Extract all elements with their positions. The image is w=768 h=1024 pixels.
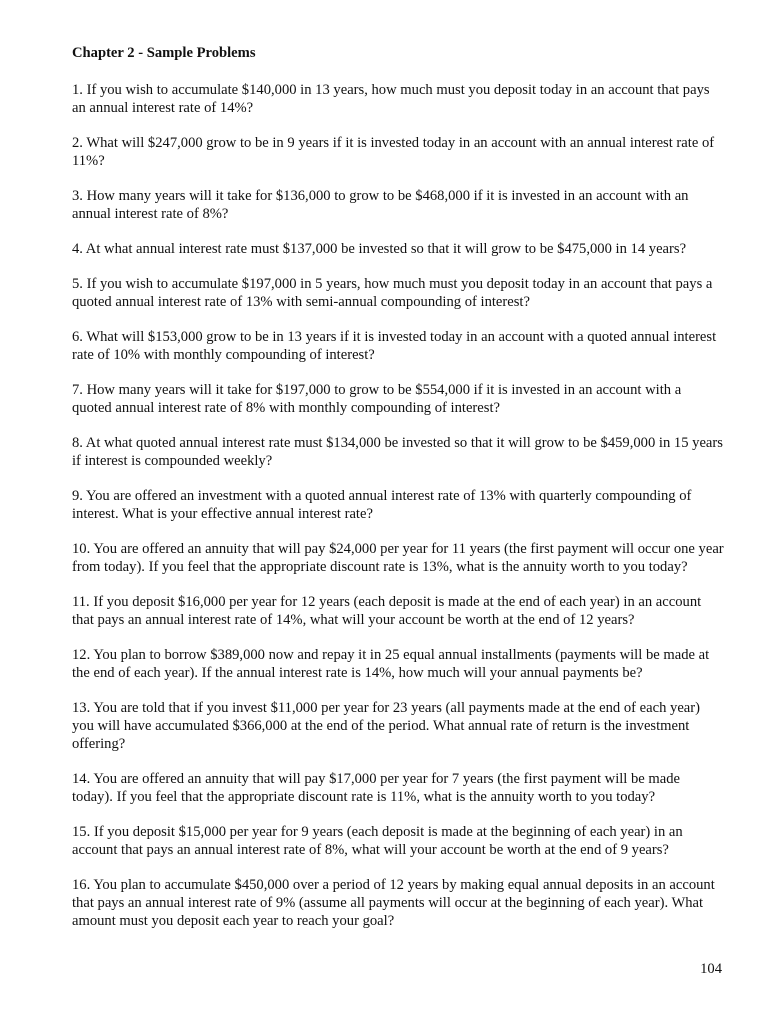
problem-1: 1. If you wish to accumulate $140,000 in 13 years, how much must you deposit today in an account that pays an annual interest rate of 14%? — [72, 82, 710, 116]
problem-13: 13. You are told that if you invest $11,000 per year for 23 years (all payments made at the end of each year) you will have accumulated $366,000 at the end of the period. What annual rate of return is the investment offering? — [72, 700, 701, 752]
problem-4: 4. At what annual interest rate must $137,000 be invested so that it will grow to be $475,000 in 14 years? — [72, 241, 687, 257]
problem-15: 15. If you deposit $15,000 per year for 9 years (each deposit is made at the beginning of each year) in an account that pays an annual interest rate of 8%, what will your account be worth at the end of 9 years? — [72, 824, 683, 858]
problem-8: 8. At what quoted annual interest rate must $134,000 be invested so that it will grow to be $459,000 in 15 years if interest is compounded weekly? — [72, 435, 723, 469]
problem-6: 6. What will $153,000 grow to be in 13 years if it is invested today in an account with a quoted annual interest rate of 10% with monthly compounding of interest? — [72, 329, 717, 363]
problem-14: 14. You are offered an annuity that will pay $17,000 per year for 7 years (the first payment will be made today). If you feel that the appropriate discount rate is 11%, what is the annuity worth to you today? — [72, 771, 681, 805]
problem-9: 9. You are offered an investment with a quoted annual interest rate of 13% with quarterly compounding of interest. What is your effective annual interest rate? — [72, 488, 692, 522]
problem-12: 12. You plan to borrow $389,000 now and repay it in 25 equal annual installments (payments will be made at the end of each year). If the annual interest rate is 14%, how much will your annual payments be? — [72, 647, 710, 681]
problem-11: 11. If you deposit $16,000 per year for 12 years (each deposit is made at the end of each year) in an account that pays an annual interest rate of 14%, what will your account be worth at the end of 12 years? — [72, 594, 702, 628]
problem-2: 2. What will $247,000 grow to be in 9 years if it is invested today in an account with an annual interest rate of 11%? — [72, 135, 715, 169]
problem-5: 5. If you wish to accumulate $197,000 in 5 years, how much must you deposit today in an account that pays a quoted annual interest rate of 13% with semi-annual compounding of interest? — [72, 276, 713, 310]
page-number: 104 — [700, 961, 722, 977]
problem-3: 3. How many years will it take for $136,000 to grow to be $468,000 if it is invested in an account with an annual interest rate of 8%? — [72, 188, 689, 222]
problem-10: 10. You are offered an annuity that will pay $24,000 per year for 11 years (the first payment will occur one year from today). If you feel that the appropriate discount rate is 13%, what is the annuity worth to you today? — [72, 541, 724, 575]
problem-16: 16. You plan to accumulate $450,000 over a period of 12 years by making equal annual deposits in an account that pays an annual interest rate of 9% (assume all payments will occur at the beginning of each year). What amount must you deposit each year to reach your goal? — [72, 877, 715, 929]
document-body — [72, 44, 724, 947]
chapter-title: Chapter 2 - Sample Problems — [72, 45, 256, 61]
problem-7: 7. How many years will it take for $197,000 to grow to be $554,000 if it is invested in an account with a quoted annual interest rate of 8% with monthly compounding of interest? — [72, 382, 682, 416]
